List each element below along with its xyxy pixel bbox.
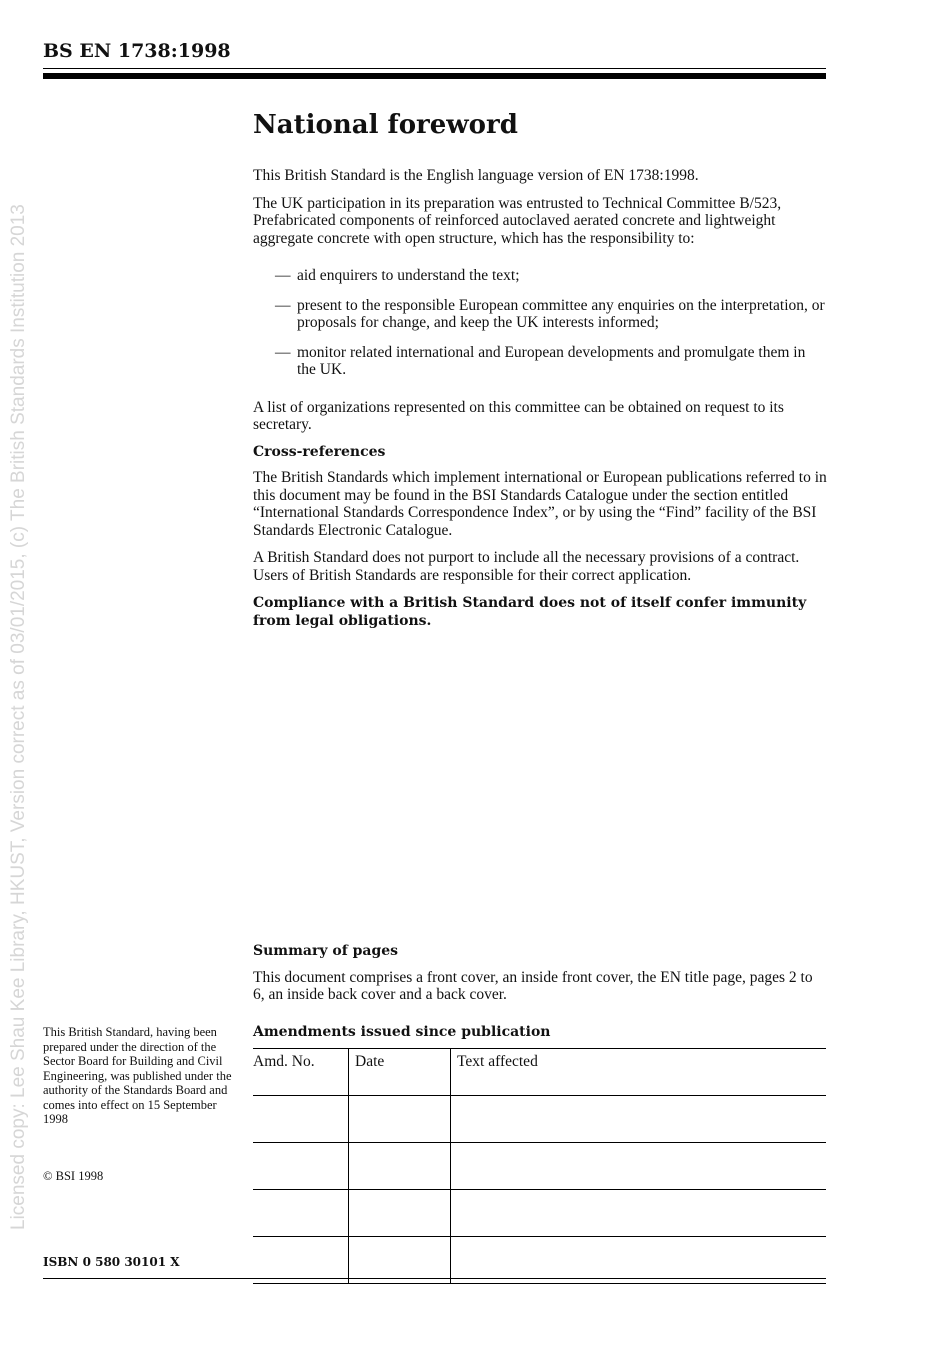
copyright-notice: © BSI 1998: [43, 1169, 104, 1183]
column-header-date: Date: [349, 1049, 451, 1096]
list-item: — monitor related international and European developments and promulgate them in the UK.: [275, 343, 806, 378]
document-id: BS EN 1738:1998: [43, 40, 231, 62]
table-row: [253, 1096, 826, 1143]
list-item: — aid enquirers to understand the text;: [275, 267, 520, 284]
column-header-amd-no: Amd. No.: [253, 1049, 349, 1096]
table-row: [253, 1143, 826, 1190]
column-header-text-affected: Text affected: [451, 1049, 827, 1096]
summary-of-pages: [253, 943, 828, 1014]
summary-text: This document comprises a front cover, an inside front cover, the EN title page, pages 2 to 6, an inside back cover and a back cover.: [253, 968, 813, 1003]
header-rule-thin: [43, 68, 826, 69]
dash-marker: —: [275, 343, 291, 361]
foreword-body: [253, 108, 828, 640]
page-title: National foreword: [253, 110, 518, 140]
table-header-row: [253, 1049, 826, 1096]
responsibility-list: [275, 267, 828, 379]
footer-rule: [43, 1278, 826, 1279]
publication-note: This British Standard, having been prepared under the direction of the Sector Board for Building and Civil Engineering, was published under the authority of the Standards Board and comes into effect on 15 September 1998: [43, 1025, 232, 1126]
list-item: — present to the responsible European committee any enquiries on the interpretation, or proposals for change, and keep the UK interests informed;: [275, 296, 825, 331]
header-rule-thick: [43, 73, 826, 79]
summary-heading: Summary of pages: [253, 943, 399, 959]
isbn-number: ISBN 0 580 30101 X: [43, 1255, 180, 1269]
cross-references-paragraph: The British Standards which implement international or European publications referred to in this document may be found in the BSI Standards Catalogue under the section entitled “International Standards Correspondence Index”, or by using the “Find” facility of the BSI Standards Electronic Catalogue.: [253, 469, 827, 539]
amendments-heading: Amendments issued since publication: [253, 1024, 551, 1040]
provisions-paragraph: A British Standard does not purport to include all the necessary provisions of a contract. Users of British Standards are responsible for their correct application.: [253, 549, 800, 584]
cross-references-heading: Cross-references: [253, 443, 386, 460]
committee-paragraph: The UK participation in its preparation was entrusted to Technical Committee B/523, Prefabricated components of reinforced autoclaved aerated concrete and lightweight aggregate concrete with open structure, which has the responsibility to:: [253, 194, 782, 247]
table-row: [253, 1190, 826, 1237]
intro-paragraph: This British Standard is the English language version of EN 1738:1998.: [253, 167, 699, 184]
license-watermark: Licensed copy: Lee Shau Kee Library, HKUST, Version correct as of 03/01/2015, (c) The British Standards Institution 2013: [8, 204, 29, 1230]
organizations-paragraph: A list of organizations represented on this committee can be obtained on request to its secretary.: [253, 398, 784, 433]
amendments-table: [253, 1048, 826, 1284]
dash-marker: —: [275, 267, 291, 284]
dash-marker: —: [275, 296, 291, 314]
table-row: [253, 1237, 826, 1284]
compliance-statement: Compliance with a British Standard does not of itself confer immunity from legal obligations.: [253, 595, 807, 629]
